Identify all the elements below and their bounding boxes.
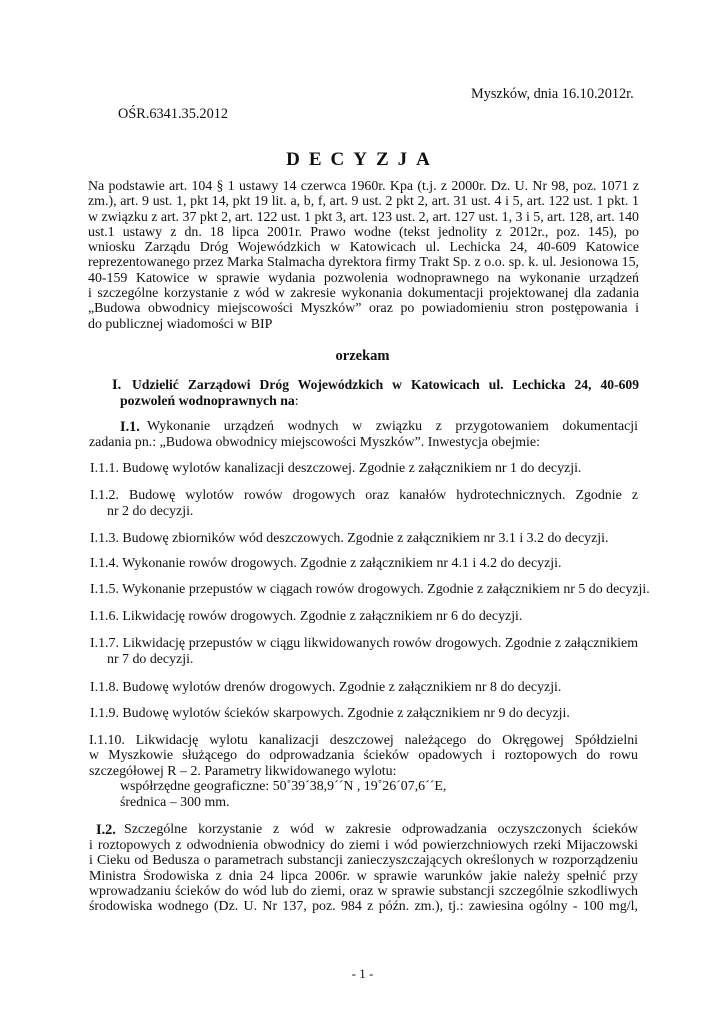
list-item: I.1.2. Budowę wylotów rowów drogowych oraz kanałów hydrotechnicznych. Zgodnie z nr 2 do decyzji. [90, 488, 638, 519]
orzekam-heading: orzekam [335, 348, 390, 364]
list-item: I.1.5. Wykonanie przepustów w ciągach rowów drogowych. Zgodnie z załącznikiem nr 5 do decyzji. [90, 582, 650, 597]
list-item: I.1.4. Wykonanie rowów drogowych. Zgodnie z załącznikiem nr 4.1 i 4.2 do decyzji. [90, 556, 562, 571]
list-item: I.1.1. Budowę wylotów kanalizacji deszczowej. Zgodnie z załącznikiem nr 1 do decyzji. [90, 461, 582, 476]
item-10-coordinates: współrzędne geograficzne: 50˚39´38,9´´N , 19˚26´07,6´´E, [120, 779, 447, 794]
subsection-1-number: I.1. [120, 419, 140, 435]
intro-line: 40-159 Katowice w sprawie wydania pozwolenia wodnoprawnego na wykonanie urządzeń [88, 270, 639, 286]
section-1-heading [132, 377, 639, 393]
subsection-2-number: I.2. [96, 822, 116, 838]
reference-number: OŚR.6341.35.2012 [118, 106, 229, 122]
subsection-2-line1: Szczególne korzystanie z wód w zakresie odprowadzania oczyszczonych ścieków [124, 822, 638, 837]
subsection-1-line2: zadania pn.: „Budowa obwodnicy miejscowości Myszków”. Inwestycja obejmie: [89, 435, 540, 450]
intro-line: do publicznej wiadomości w BIP [88, 316, 273, 332]
section-1-heading-line2: pozwoleń wodnoprawnych na: [120, 393, 299, 408]
subsection-1-line1: Wykonanie urządzeń wodnych w związku z przygotowaniem dokumentacji [147, 419, 638, 434]
section-1-heading-line: Udzielić Zarządowi Dróg Wojewódzkich w Katowicach ul. Lechicka 24, 40-609 [132, 377, 639, 392]
intro-line: zm.), art. 9 ust. 1, pkt 14, pkt 19 lit. a, b, f, art. 9 ust. 2 pkt 2, art. 31 ust. 4 i 5, art. 122 ust. 1 pkt. 1 [88, 194, 639, 210]
intro-paragraph [88, 179, 639, 332]
intro-line: reprezentowanego przez Marka Stalmacha dyrektora firmy Trakt Sp. z o.o. sp. k. ul. Jesionowa 15, [88, 255, 639, 271]
section-1-number: I. [112, 377, 122, 393]
list-item: I.1.8. Budowę wylotów drenów drogowych. Zgodnie z załącznikiem nr 8 do decyzji. [90, 680, 562, 695]
list-item: I.1.9. Budowę wylotów ścieków skarpowych. Zgodnie z załącznikiem nr 9 do decyzji. [90, 706, 570, 721]
item-10-diameter: średnica – 300 mm. [120, 795, 230, 810]
intro-line: wniosku Zarządu Dróg Wojewódzkich w Katowicach ul. Lechicka 24, 40-609 Katowice [88, 240, 639, 256]
intro-line: ust.1 ustawy z dn. 18 lipca 2001r. Prawo wodne (tekst jednolity z 2012r., poz. 145), po [88, 224, 639, 240]
intro-line: Na podstawie art. 104 § 1 ustawy 14 czerwca 1960r. Kpa (t.j. z 2000r. Dz. U. Nr 98, poz. 1071 z [88, 179, 639, 194]
item-10: I.1.10. Likwidację wylotu kanalizacji deszczowej należącego do Okręgowej Spółdzielni w Myszkowie służącego do odprowadzania ścieków opadowych i roztopowych do rowu szczegółowej R – 2. Parametry likwidowanego wylotu: [89, 733, 638, 779]
list-item: I.1.7. Likwidację przepustów w ciągu likwidowanych rowów drogowych. Zgodnie z załącznikiem nr 7 do decyzji. [90, 636, 638, 667]
intro-line: i szczególne korzystanie z wód w zakresie wykonania dokumentacji projektowanej dla zadania [88, 286, 639, 302]
list-item: I.1.3. Budowę zbiorników wód deszczowych. Zgodnie z załącznikiem nr 3.1 i 3.2 do decyzji. [90, 531, 609, 546]
page-number: - 1 - [351, 966, 374, 981]
intro-line: w związku z art. 37 pkt 2, art. 122 ust. 1 pkt 3, art. 123 ust. 2, art. 127 ust. 1, 3 i 5, art. 128, art. 140 [88, 209, 639, 225]
place-date: Myszków, dnia 16.10.2012r. [471, 86, 634, 102]
intro-line: „Budowa obwodnicy miejscowości Myszków” oraz po powiadomieniu stron postępowania i [88, 301, 639, 317]
document-title: DECYZJA [286, 149, 439, 170]
subsection-2-body: i roztopowych z odwodnienia obwodnicy do ziemi i wód powierzchniowych rzeki Mijaczowski i Cieku od Bedusza o parametrach substancji zanieczyszczających określonych w rozporządzeniu Ministra Środowiska z dnia 24 lipca 2006r. w sprawie warunków jakie należy spełnić przy wprowadzaniu ścieków do wód lub do ziemi, oraz w sprawie substancji szczególnie szkodliwych środowiska wodnego (Dz. U. Nr 137, poz. 984 z późn. zm.), tj.: zawiesina ogólny - 100 mg/l, [89, 838, 638, 915]
list-item: I.1.6. Likwidację rowów drogowych. Zgodnie z załącznikiem nr 6 do decyzji. [90, 609, 523, 624]
